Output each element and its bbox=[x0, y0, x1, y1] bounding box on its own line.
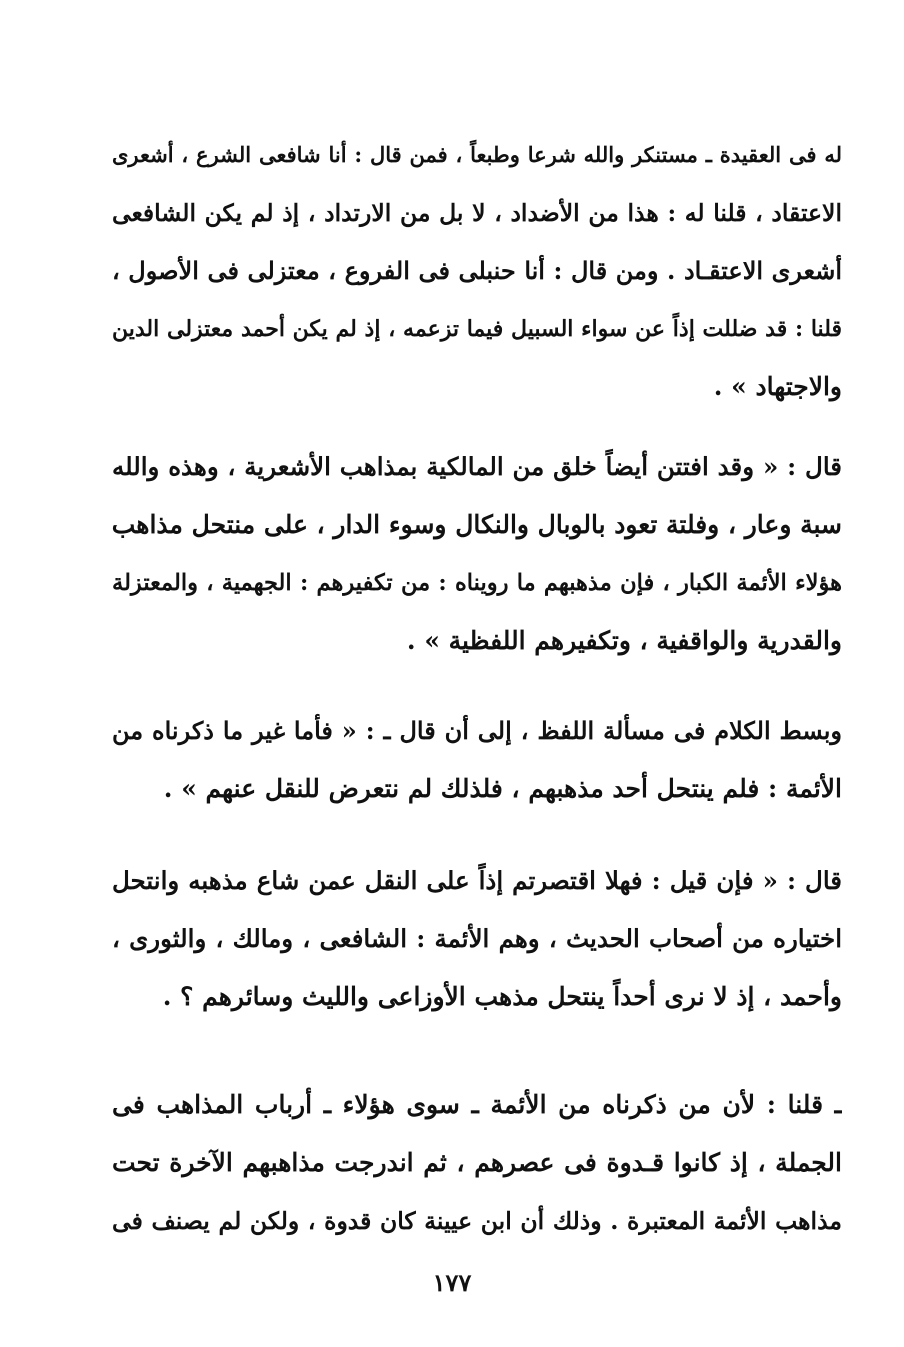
text-line: والقدرية والواقفية ، وتكفيرهم اللفظية » . bbox=[406, 626, 842, 655]
text-line: الجملة ، إذ كانوا قـدوة فى عصرهم ، ثم اندرجت مذاهبهم الآخرة تحت bbox=[112, 1148, 842, 1177]
paragraph-3 bbox=[112, 702, 842, 818]
page-number: ١٧٧ bbox=[432, 1268, 472, 1297]
text-line: والاجتهاد » . bbox=[713, 372, 842, 401]
text-line: أشعرى الاعتقـاد . ومن قال : أنا حنبلى فى الفروع ، معتزلى فى الأصول ، bbox=[112, 256, 842, 285]
text-line: الأئمة : فلم ينتحل أحد مذهبهم ، فلذلك لم نتعرض للنقل عنهم » . bbox=[163, 774, 842, 803]
text-line: هؤلاء الأئمة الكبار ، فإن مذهبهم ما رويناه : من تكفيرهم : الجهمية ، والمعتزلة bbox=[112, 570, 842, 596]
text-line: مذاهب الأئمة المعتبرة . وذلك أن ابن عيينة كان قدوة ، ولكن لم يصنف فى bbox=[112, 1207, 842, 1235]
paragraph-4 bbox=[112, 852, 842, 1026]
text-line: اختياره من أصحاب الحديث ، وهم الأئمة : الشافعى ، ومالك ، والثورى ، bbox=[112, 924, 842, 953]
text-line: وأحمد ، إذ لا نرى أحداً ينتحل مذهب الأوزاعى والليث وسائرهم ؟ . bbox=[162, 982, 842, 1011]
paragraph-1 bbox=[112, 126, 842, 416]
text-line: ـ قلنا : لأن من ذكرناه من الأئمة ـ سوى هؤلاء ـ أرباب المذاهب فى bbox=[112, 1090, 842, 1119]
text-line: قلنا : قد ضللت إذاً عن سواء السبيل فيما تزعمه ، إذ لم يكن أحمد معتزلى الدين bbox=[112, 316, 842, 342]
text-line: سبة وعار ، وفلتة تعود بالوبال والنكال وسوء الدار ، على منتحل مذاهب bbox=[112, 510, 842, 539]
text-line: له فى العقيدة ـ مستنكر والله شرعا وطبعاً ، فمن قال : أنا شافعى الشرع ، أشعرى bbox=[112, 142, 842, 167]
paragraph-5 bbox=[112, 1076, 842, 1250]
text-line: الاعتقاد ، قلنا له : هذا من الأضداد ، لا بل من الارتداد ، إذ لم يكن الشافعى bbox=[112, 199, 842, 227]
paragraph-2 bbox=[112, 438, 842, 670]
text-line: قال : « فإن قيل : فهلا اقتصرتم إذاً على النقل عمن شاع مذهبه وانتحل bbox=[112, 866, 842, 895]
text-line: وبسط الكلام فى مسألة اللفظ ، إلى أن قال ـ : « فأما غير ما ذكرناه من bbox=[112, 716, 842, 745]
text-line: قال : « وقد افتتن أيضاً خلق من المالكية بمذاهب الأشعرية ، وهذه والله bbox=[112, 452, 842, 481]
